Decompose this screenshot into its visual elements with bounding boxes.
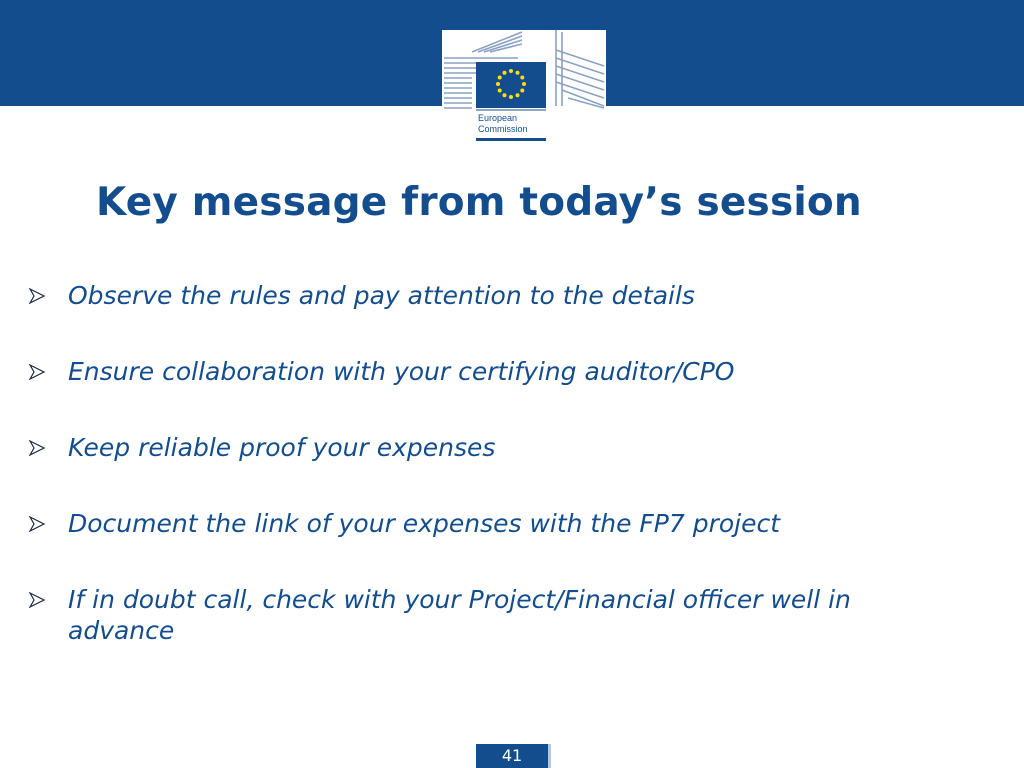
- arrow-bullet-icon: [28, 592, 46, 608]
- bullet-list: [28, 280, 948, 691]
- bullet-text: If in doubt call, check with your Project/Financial officer well in advance: [68, 585, 851, 645]
- list-item: [28, 432, 948, 463]
- list-item: [28, 584, 948, 646]
- arrow-bullet-icon: [28, 516, 46, 532]
- slide-title: Key message from today’s session: [96, 180, 862, 225]
- list-item: [28, 508, 948, 539]
- logo-text-line2: Commission: [478, 124, 528, 134]
- bullet-text: Document the link of your expenses with the FP7 project: [68, 509, 781, 538]
- bullet-text: Ensure collaboration with your certifying auditor/CPO: [68, 357, 735, 386]
- page-number-badge: 41: [476, 744, 548, 768]
- arrow-bullet-icon: [28, 440, 46, 456]
- bullet-text: Observe the rules and pay attention to the details: [68, 281, 695, 310]
- logo-text-line1: European: [478, 113, 518, 123]
- list-item: [28, 280, 948, 311]
- arrow-bullet-icon: [28, 364, 46, 380]
- list-item: [28, 356, 948, 387]
- eu-flag-icon: [476, 62, 546, 108]
- bullet-text: Keep reliable proof your expenses: [68, 433, 496, 462]
- arrow-bullet-icon: [28, 288, 46, 304]
- european-commission-logo: [442, 30, 606, 142]
